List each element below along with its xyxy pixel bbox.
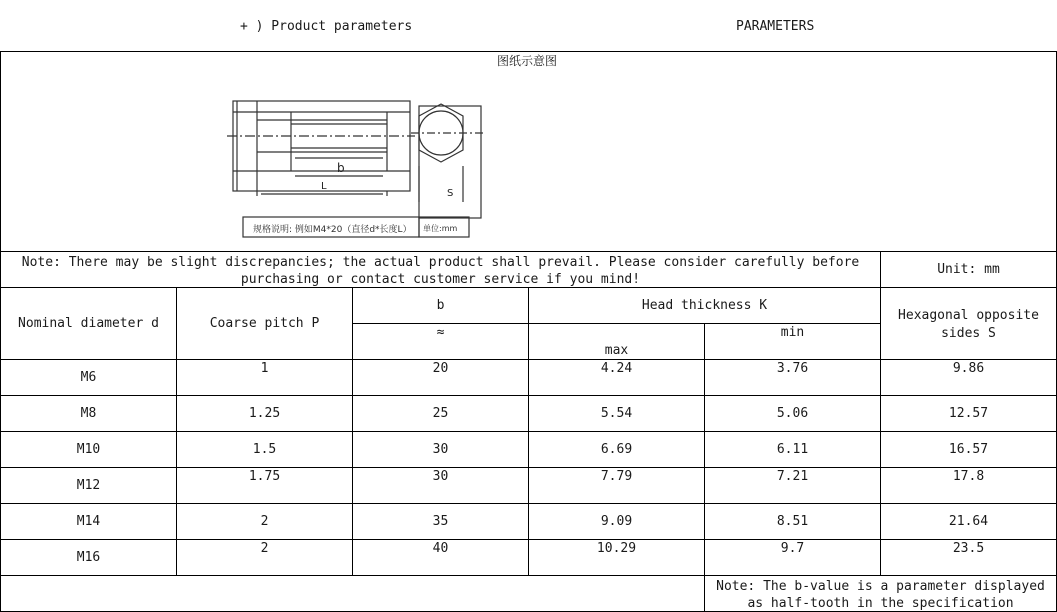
header-hex-sides-line-2: sides S xyxy=(941,326,996,341)
table-row-m10-s: 16.57 xyxy=(948,442,989,457)
table-row-m16-kmin: 9.7 xyxy=(780,541,805,556)
discrepancy-note xyxy=(1,254,880,288)
table-row-m12-kmax: 7.79 xyxy=(600,469,633,484)
table-row-m8-d: M8 xyxy=(80,406,97,421)
dimension-s-label: S xyxy=(447,188,454,199)
table-row-m8-s: 12.57 xyxy=(948,406,989,421)
header-coarse-pitch: Coarse pitch P xyxy=(209,316,320,331)
header-right-label: PARAMETERS xyxy=(736,19,815,34)
header-row xyxy=(0,0,1057,52)
table-row-m16-s: 23.5 xyxy=(952,541,985,556)
footer-note-line-2: as half-tooth in the specification xyxy=(747,596,1014,611)
header-head-thickness: Head thickness K xyxy=(641,298,768,313)
table-row-m14-kmax: 9.09 xyxy=(600,514,633,529)
table-row-m14-d: M14 xyxy=(76,514,101,529)
table-row-m14-kmin: 8.51 xyxy=(776,514,809,529)
table-row-m6-p: 1 xyxy=(260,361,269,376)
dimension-b-label: b xyxy=(337,161,345,175)
table-row-m6-b: 20 xyxy=(432,361,449,376)
header-left-label: + ) Product parameters xyxy=(240,19,413,34)
table-row-m6-s: 9.86 xyxy=(952,361,985,376)
table-row-m14-p: 2 xyxy=(260,514,269,529)
discrepancy-note-line-1: Note: There may be slight discrepancies; the actual product shall prevail. Please consider carefully before xyxy=(21,255,860,270)
discrepancy-note-line-2: purchasing or contact customer service if you mind! xyxy=(240,272,641,287)
header-nominal-diameter: Nominal diameter d xyxy=(18,316,159,331)
footer-note xyxy=(705,578,1056,612)
table-row-m8-b: 25 xyxy=(432,406,449,421)
table-row-m12-s: 17.8 xyxy=(952,469,985,484)
header-b-approx: ≈ xyxy=(436,325,445,340)
header-b: b xyxy=(436,298,445,313)
header-min: min xyxy=(780,325,805,340)
table-row-m12-p: 1.75 xyxy=(248,469,281,484)
table-row-m10-p: 1.5 xyxy=(252,442,277,457)
table-row-m12-b: 30 xyxy=(432,469,449,484)
table-row-m6-d: M6 xyxy=(80,370,97,385)
table-row-m14-b: 35 xyxy=(432,514,449,529)
spec-note: 规格说明: 例如M4*20（直径d*长度L） xyxy=(253,225,412,235)
dimension-l-label: L xyxy=(321,181,327,192)
unit-note: 单位:mm xyxy=(423,224,458,233)
table-row-m16-p: 2 xyxy=(260,541,269,556)
unit-label: Unit: mm xyxy=(937,262,1000,277)
header-hex-sides xyxy=(881,307,1056,343)
diagram-caption: 图纸示意图 xyxy=(497,54,558,68)
table-row-m10-d: M10 xyxy=(76,442,101,457)
table-row-m12-d: M12 xyxy=(76,478,101,493)
table-row-m10-b: 30 xyxy=(432,442,449,457)
table-row-m12-kmin: 7.21 xyxy=(776,469,809,484)
table-row-m16-b: 40 xyxy=(432,541,449,556)
table-row-m8-kmax: 5.54 xyxy=(600,406,633,421)
table-row-m16-kmax: 10.29 xyxy=(596,541,637,556)
header-hex-sides-line-1: Hexagonal opposite xyxy=(898,308,1039,323)
table-row-m6-kmax: 4.24 xyxy=(600,361,633,376)
bolt-drawing xyxy=(225,92,495,242)
footer-note-line-1: Note: The b-value is a parameter displayed xyxy=(716,579,1045,594)
table-row-m6-kmin: 3.76 xyxy=(776,361,809,376)
table-row-m16-d: M16 xyxy=(76,550,101,565)
table-row-m10-kmax: 6.69 xyxy=(600,442,633,457)
table-row-m8-p: 1.25 xyxy=(248,406,281,421)
table-row-m10-kmin: 6.11 xyxy=(776,442,809,457)
table-row-m14-s: 21.64 xyxy=(948,514,989,529)
table-row-m8-kmin: 5.06 xyxy=(776,406,809,421)
header-max: max xyxy=(604,343,629,358)
